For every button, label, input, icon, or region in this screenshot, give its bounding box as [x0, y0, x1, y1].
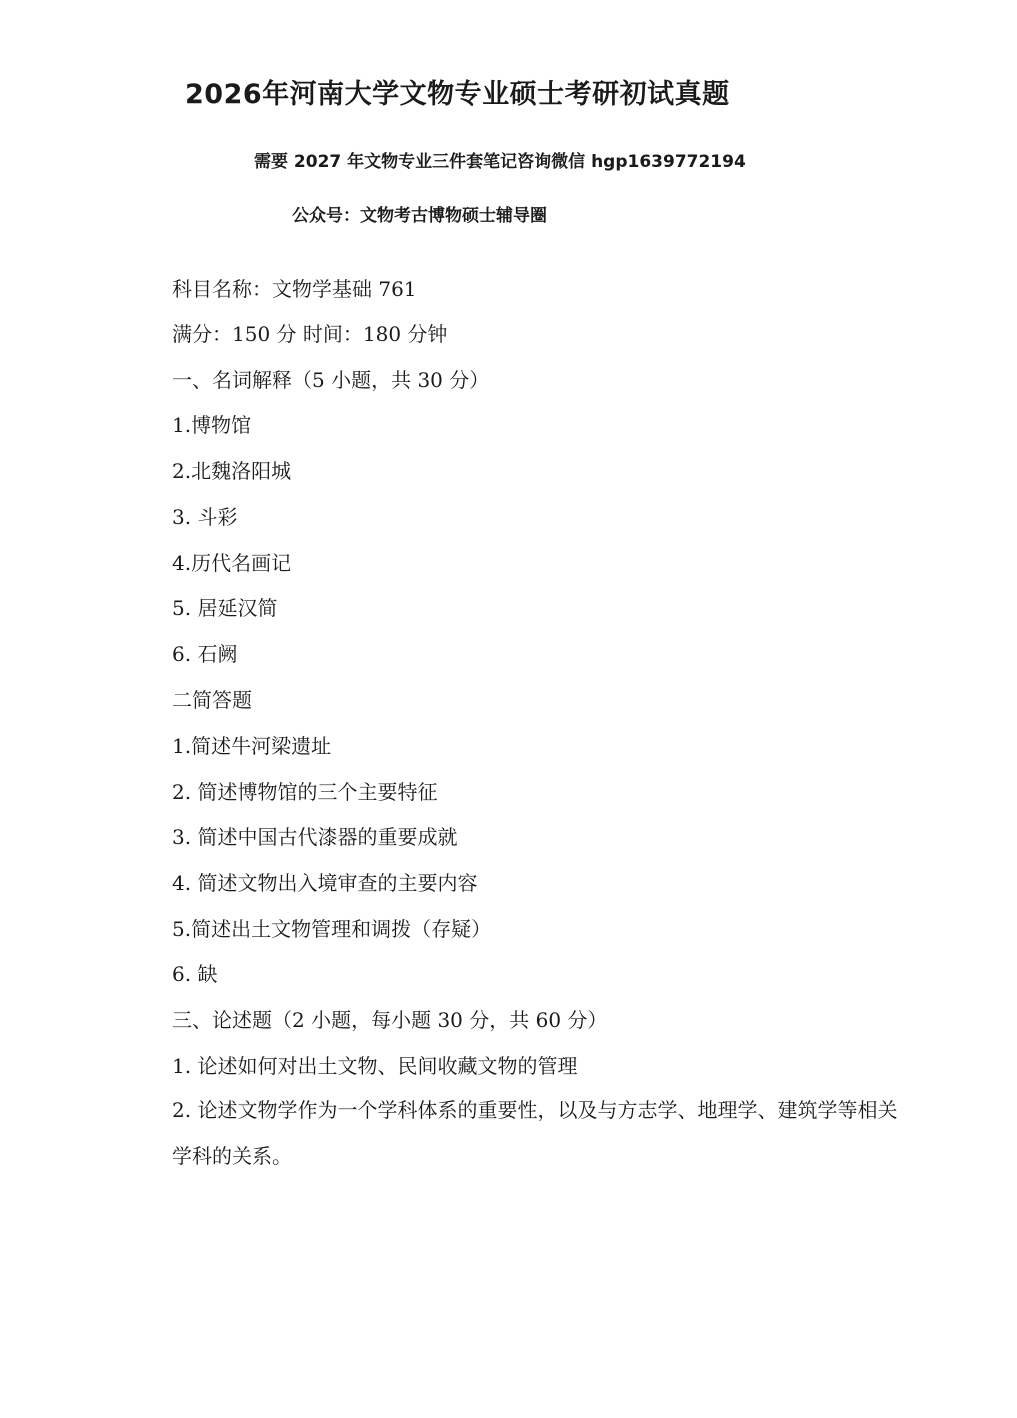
- section-2-item: 1.简述牛河梁遗址: [172, 734, 332, 758]
- section-2-heading: 二简答题: [172, 688, 252, 712]
- section-1-item: 6. 石阙: [172, 642, 238, 666]
- section-2-item: 4. 简述文物出入境审查的主要内容: [172, 871, 478, 895]
- page-title: 2026年河南大学文物专业硕士考研初试真题: [185, 79, 730, 110]
- section-3-heading: 三、论述题（2 小题，每小题 30 分，共 60 分）: [172, 1008, 608, 1032]
- section-1-heading: 一、名词解释（5 小题，共 30 分）: [172, 368, 490, 392]
- promo-wechat-line: 需要 2027 年文物专业三件套笔记咨询微信 hgp1639772194: [254, 152, 746, 172]
- section-2-item: 2. 简述博物馆的三个主要特征: [172, 780, 438, 804]
- section-1-item: 4.历代名画记: [172, 551, 292, 575]
- section-1-item: 3. 斗彩: [172, 505, 238, 529]
- section-3-item: 1. 论述如何对出土文物、民间收藏文物的管理: [172, 1054, 578, 1078]
- section-1-item: 2.北魏洛阳城: [172, 459, 292, 483]
- section-1-item: 1.博物馆: [172, 413, 252, 437]
- promo-account-line: 公众号：文物考古博物硕士辅导圈: [292, 206, 547, 226]
- exam-score-time: 满分：150 分 时间：180 分钟: [172, 322, 448, 346]
- exam-subject: 科目名称：文物学基础 761: [172, 277, 417, 301]
- section-1-item: 5. 居延汉简: [172, 596, 278, 620]
- section-2-item: 5.简述出土文物管理和调拨（存疑）: [172, 917, 492, 941]
- section-3-item: 2. 论述文物学作为一个学科体系的重要性，以及与方志学、地理学、建筑学等相关学科的关系。: [172, 1098, 898, 1168]
- section-2-item: 3. 简述中国古代漆器的重要成就: [172, 825, 458, 849]
- section-2-item: 6. 缺: [172, 962, 218, 986]
